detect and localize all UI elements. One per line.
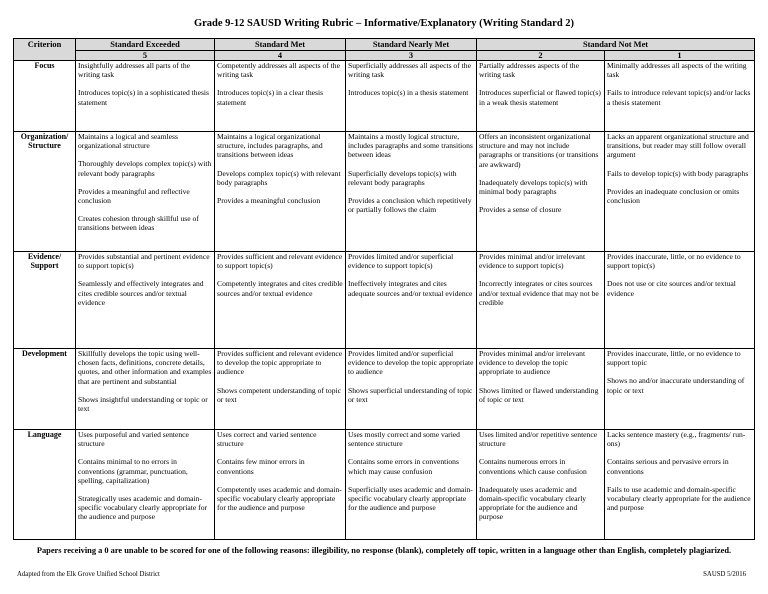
criterion-label: Language xyxy=(14,430,76,540)
criterion-label: Organization/ Structure xyxy=(14,132,76,252)
rubric-row xyxy=(14,252,755,349)
descriptor-text: Superficially addresses all aspects of the writing task xyxy=(348,61,471,80)
rubric-cell xyxy=(215,252,346,349)
descriptor-text: Provides inaccurate, little, or no evidence to support topic(s) xyxy=(607,252,741,271)
rubric-cell xyxy=(346,349,477,430)
rubric-cell xyxy=(76,349,215,430)
descriptor-text: Provides sufficient and relevant evidence to support topic(s) xyxy=(217,252,343,271)
score-1: 1 xyxy=(605,51,755,61)
descriptor-text: Minimally addresses all aspects of the writing task xyxy=(607,61,747,80)
rubric-table xyxy=(13,38,755,540)
page-title: Grade 9-12 SAUSD Writing Rubric – Informative/Explanatory (Writing Standard 2) xyxy=(193,18,575,29)
descriptor-text: Competently uses academic and domain-specific vocabulary clearly appropriate for the audience and purpose xyxy=(217,484,342,513)
rubric-cell xyxy=(605,132,755,252)
descriptor-text: Maintains a logical organizational structure, includes paragraphs, and transitions between ideas xyxy=(217,132,323,160)
descriptor-text: Inadequately uses academic and domain-specific vocabulary clearly appropriate for the audience and purpose xyxy=(479,484,587,522)
descriptor-text: Provides a meaningful and reflective conclusion xyxy=(78,186,190,206)
descriptor-text: Fails to use academic and domain-specific vocabulary clearly appropriate for the audience and purpose xyxy=(607,484,751,513)
descriptor-text: Ineffectively integrates and cites adequate sources and/or textual evidence xyxy=(348,279,473,298)
descriptor-text: Thoroughly develops complex topic(s) with relevant body paragraphs xyxy=(78,159,212,178)
rubric-cell xyxy=(346,61,477,132)
rubric-cell xyxy=(215,430,346,540)
rubric-cell xyxy=(76,132,215,252)
descriptor-text: Fails to introduce relevant topic(s) and/or lacks a thesis statement xyxy=(607,88,751,107)
descriptor-text: Provides a conclusion which repetitively or partially follows the claim xyxy=(348,196,472,215)
descriptor-text: Provides a meaningful conclusion xyxy=(217,196,321,206)
descriptor-text: Strategically uses academic and domain-specific vocabulary clearly appropriate for the audience and purpose xyxy=(78,494,208,522)
descriptor-text: Introduces superficial or flawed topic(s) in a weak thesis statement xyxy=(479,88,601,107)
descriptor-text: Develops complex topic(s) with relevant body paragraphs xyxy=(217,168,341,187)
footer-version: SAUSD 5/2016 xyxy=(703,571,746,578)
criterion-label: Focus xyxy=(14,61,76,132)
rubric-cell xyxy=(477,349,605,430)
descriptor-text: Uses correct and varied sentence structure xyxy=(217,430,317,449)
descriptor-text: Offers an inconsistent organizational structure and may not include paragraphs or transitions (or transitions are awkward) xyxy=(479,132,599,169)
rubric-cell xyxy=(346,430,477,540)
descriptor-text: Contains some errors in conventions which may cause confusion xyxy=(348,457,459,476)
rubric-cell xyxy=(76,252,215,349)
descriptor-text: Contains numerous errors in conventions which cause confusion xyxy=(479,457,587,476)
descriptor-text: Shows superficial understanding of topic or text xyxy=(348,385,473,404)
rubric-cell xyxy=(76,61,215,132)
descriptor-text: Superficially develops topic(s) with relevant body paragraphs xyxy=(348,168,457,187)
score-3: 3 xyxy=(346,51,477,61)
score-4: 4 xyxy=(215,51,346,61)
descriptor-text: Uses purposeful and varied sentence structure xyxy=(78,430,189,449)
descriptor-text: Incorrectly integrates or cites sources and/or textual evidence that may not be credible xyxy=(479,279,599,307)
rubric-cell xyxy=(605,61,755,132)
rubric-cell xyxy=(477,61,605,132)
descriptor-text: Provides limited and/or superficial evidence to support topic(s) xyxy=(348,252,454,271)
rubric-cell xyxy=(215,132,346,252)
descriptor-text: Creates cohesion through skillful use of transitions between ideas xyxy=(78,214,199,233)
rubric-cell xyxy=(477,132,605,252)
descriptor-text: Shows limited or flawed understanding of topic or text xyxy=(479,385,599,404)
score-2: 2 xyxy=(477,51,605,61)
score-5: 5 xyxy=(76,51,215,61)
descriptor-text: Introduces topic(s) in a clear thesis statement xyxy=(217,88,324,107)
descriptor-text: Superficially uses academic and domain-specific vocabulary clearly appropriate for the audience and purpose xyxy=(348,484,473,513)
descriptor-text: Shows no and/or inaccurate understanding of topic or text xyxy=(607,376,745,395)
descriptor-text: Contains serious and pervasive errors in conventions xyxy=(607,457,729,476)
descriptor-text: Provides minimal and/or irrelevant evidence to develop the topic appropriate to audience xyxy=(479,349,586,377)
descriptor-text: Insightfully addresses all parts of the writing task xyxy=(78,61,190,80)
descriptor-text: Introduces topic(s) in a thesis statement xyxy=(348,88,469,98)
descriptor-text: Skillfully develops the topic using well-chosen facts, definitions, concrete details, quotes, and other information and examples that are pertinent and substantial xyxy=(78,349,212,386)
rubric-cell xyxy=(346,252,477,349)
rubric-cell xyxy=(605,349,755,430)
descriptor-text: Provides an inadequate conclusion or omits conclusion xyxy=(607,186,740,206)
descriptor-text: Fails to develop topic(s) with body paragraphs xyxy=(607,168,749,178)
criterion-label: Development xyxy=(14,349,76,430)
descriptor-text: Contains minimal to no errors in conventions (grammar, punctuation, spelling, capitalization) xyxy=(78,457,188,485)
descriptor-text: Inadequately develops topic(s) with minimal body paragraphs xyxy=(479,177,588,197)
rubric-cell xyxy=(477,430,605,540)
descriptor-text: Competently addresses all aspects of the writing task xyxy=(217,61,340,80)
descriptor-text: Contains few minor errors in conventions xyxy=(217,457,305,476)
score-row xyxy=(14,51,755,61)
descriptor-text: Shows competent understanding of topic or text xyxy=(217,385,342,404)
rubric-cell xyxy=(76,430,215,540)
standard-exceeded-header: Standard Exceeded xyxy=(76,39,215,51)
descriptor-text: Provides substantial and pertinent evidence to support topic(s) xyxy=(78,252,210,271)
footer-source: Adapted from the Elk Grove Unified School District xyxy=(17,571,160,578)
descriptor-text: Introduces topic(s) in a sophisticated thesis statement xyxy=(78,88,209,107)
descriptor-text: Provides minimal and/or irrelevant evidence to support topic(s) xyxy=(479,252,586,271)
descriptor-text: Maintains a logical and seamless organizational structure xyxy=(78,132,178,151)
descriptor-text: Seamlessly and effectively integrates and cites credible sources and/or textual evidence xyxy=(78,279,204,307)
descriptor-text: Partially addresses aspects of the writing task xyxy=(479,61,579,80)
rubric-cell xyxy=(605,252,755,349)
header-row xyxy=(14,39,755,51)
criterion-label: Evidence/ Support xyxy=(14,252,76,349)
descriptor-text: Maintains a mostly logical structure, includes paragraphs and some transitions between ideas xyxy=(348,132,473,160)
descriptor-text: Lacks sentence mastery (e.g., fragments/ run-ons) xyxy=(607,430,746,449)
rubric-row xyxy=(14,132,755,252)
rubric-cell xyxy=(215,61,346,132)
descriptor-text: Does not use or cite sources and/or textual evidence xyxy=(607,279,736,298)
rubric-cell xyxy=(215,349,346,430)
descriptor-text: Uses limited and/or repetitive sentence structure xyxy=(479,430,598,449)
descriptor-text: Provides inaccurate, little, or no evidence to support topic xyxy=(607,349,741,368)
descriptor-text: Provides a sense of closure xyxy=(479,205,562,215)
rubric-cell xyxy=(346,132,477,252)
rubric-row xyxy=(14,61,755,132)
descriptor-text: Provides sufficient and relevant evidence to develop the topic appropriate to audience xyxy=(217,349,343,377)
descriptor-text: Uses mostly correct and some varied sentence structure xyxy=(348,430,460,449)
descriptor-text: Provides limited and/or superficial evidence to develop the topic appropriate to audience xyxy=(348,349,474,377)
scoring-note: Papers receiving a 0 are unable to be scored for one of the following reasons: illegibility, no response (blank), completely off topic, written in a language other than English, completely plagiarized. xyxy=(36,546,732,555)
standard-not-met-header: Standard Not Met xyxy=(477,39,755,51)
standard-nearly-met-header: Standard Nearly Met xyxy=(346,39,477,51)
criterion-header: Criterion xyxy=(14,39,76,61)
standard-met-header: Standard Met xyxy=(215,39,346,51)
rubric-cell xyxy=(477,252,605,349)
descriptor-text: Competently integrates and cites credible sources and/or textual evidence xyxy=(217,279,343,298)
rubric-row xyxy=(14,430,755,540)
rubric-cell xyxy=(605,430,755,540)
descriptor-text: Lacks an apparent organizational structure and transitions, but reader may still follow overall argument xyxy=(607,132,749,160)
descriptor-text: Shows insightful understanding or topic or text xyxy=(78,394,208,414)
rubric-row xyxy=(14,349,755,430)
